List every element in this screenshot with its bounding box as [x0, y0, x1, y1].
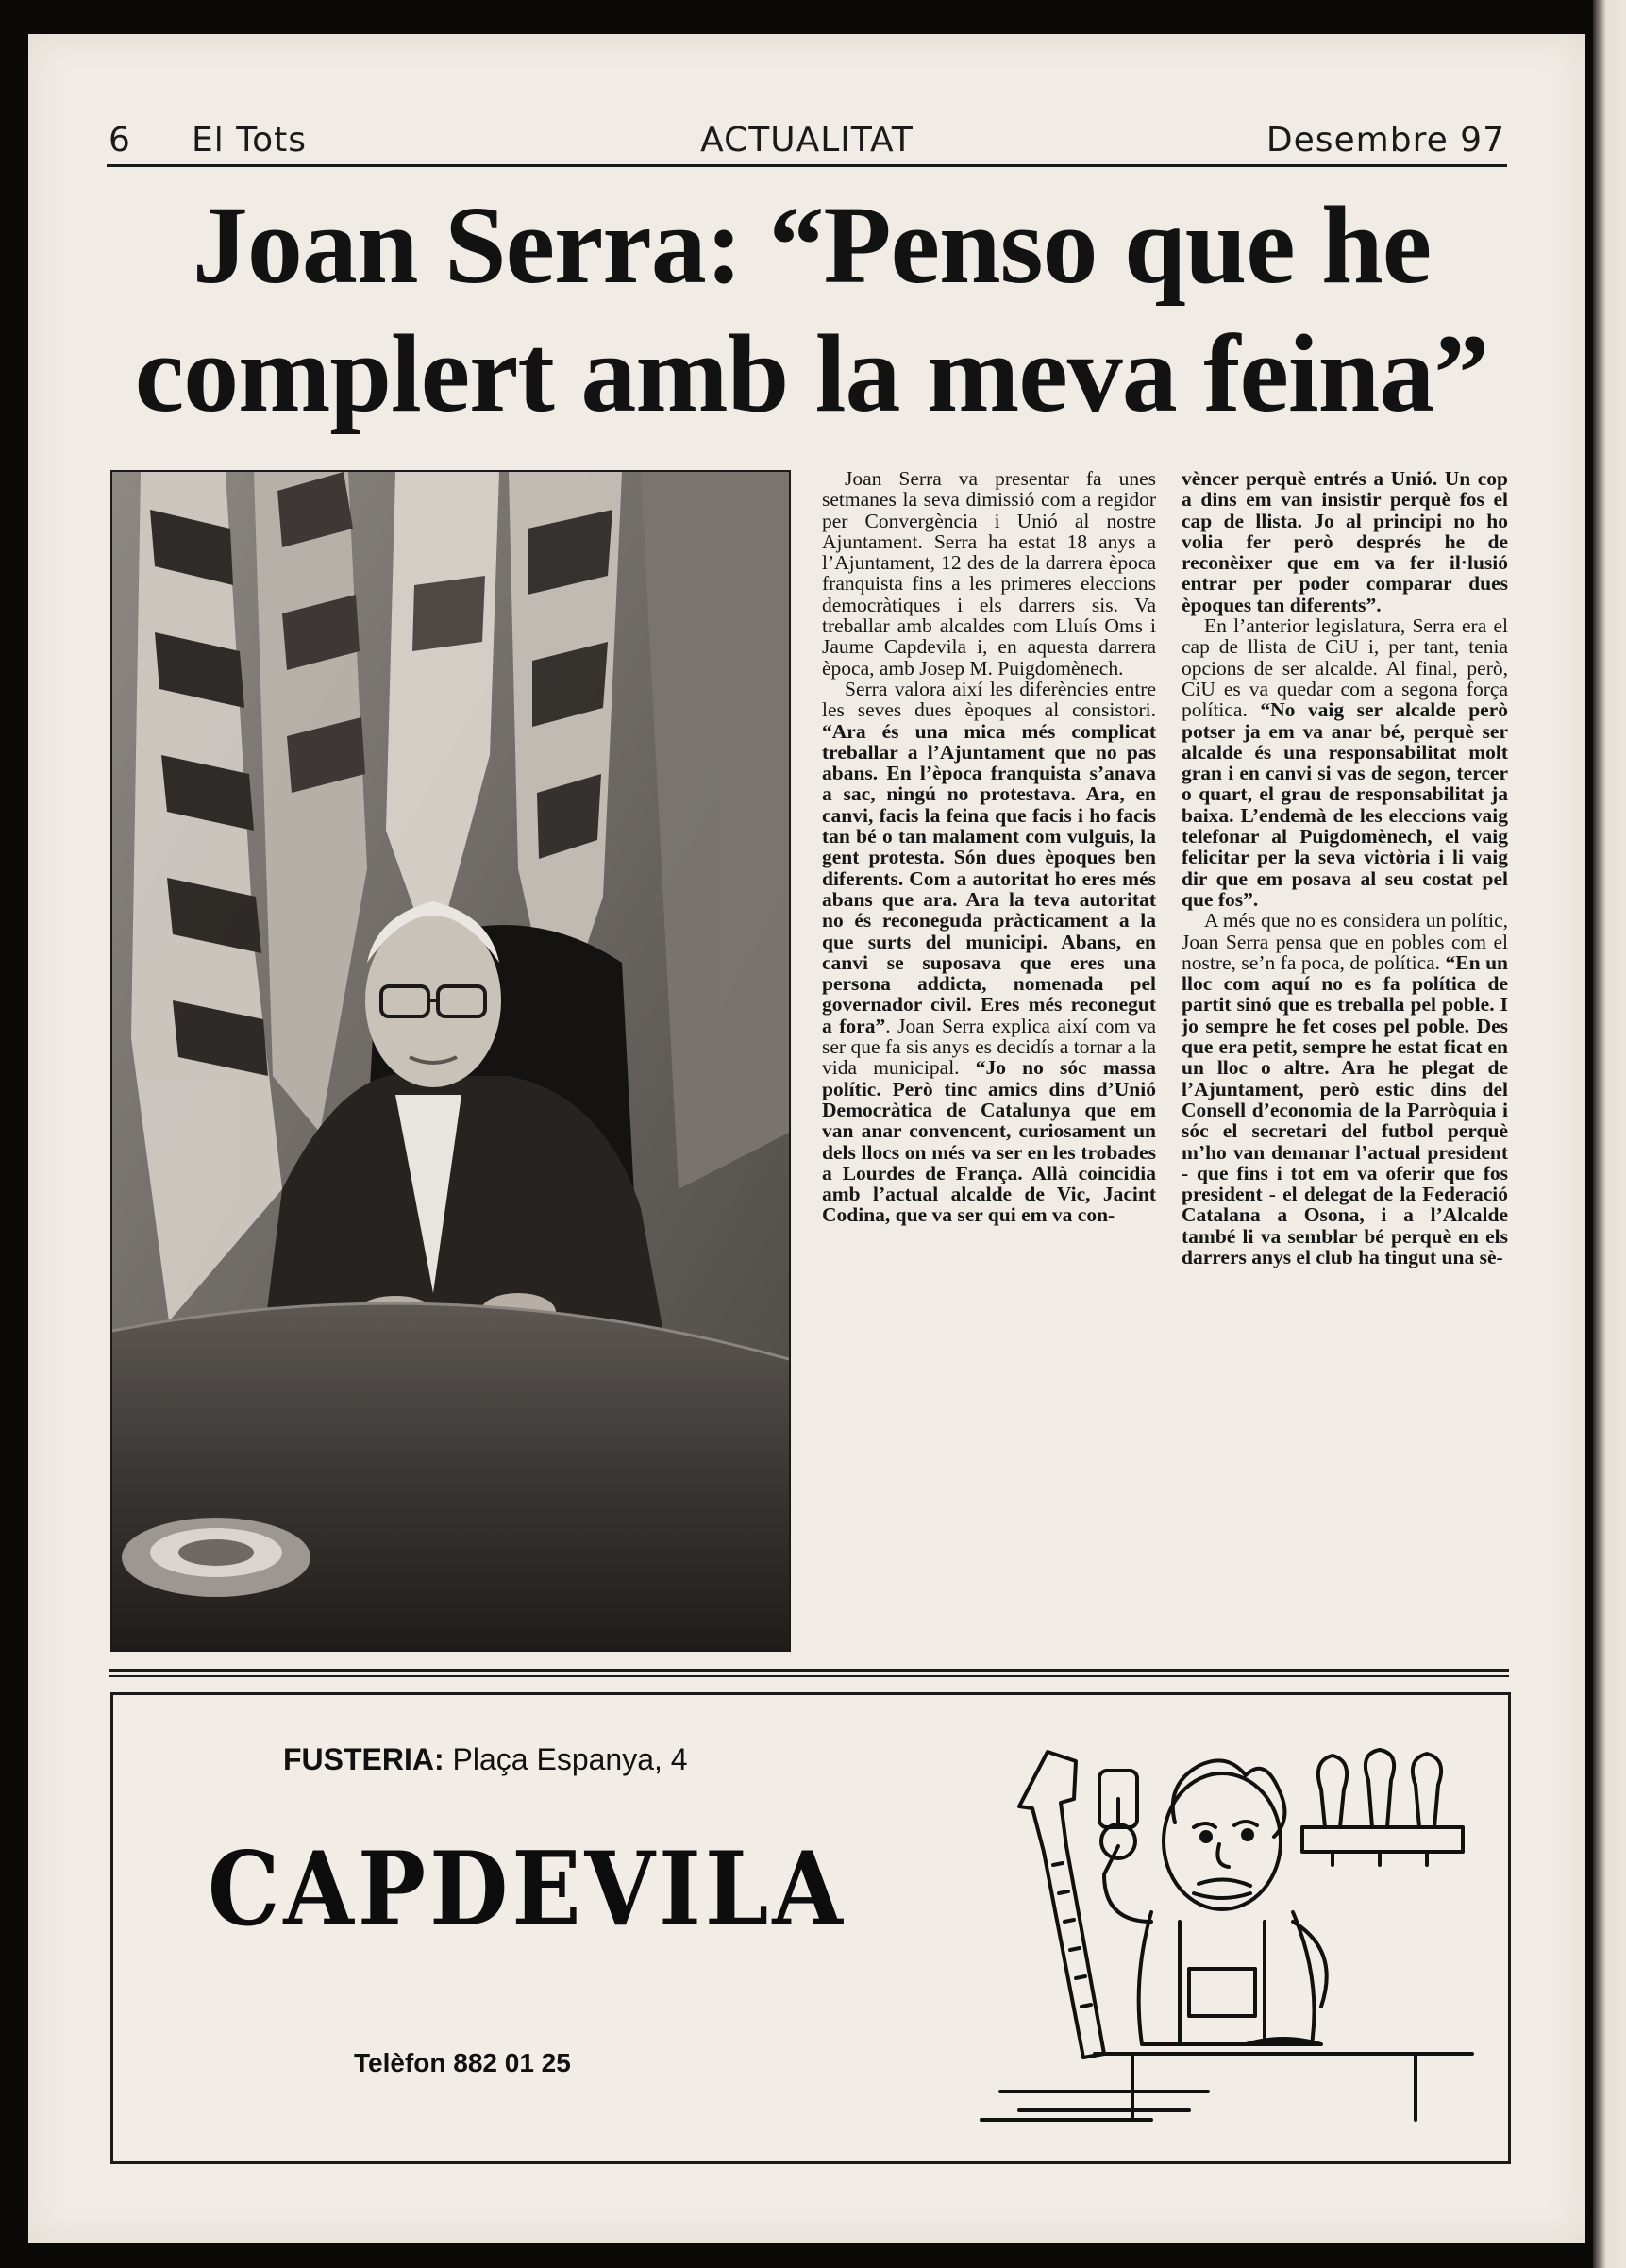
ad-brand-name: CAPDEVILA: [208, 1829, 847, 1949]
advertisement-divider: [109, 1669, 1509, 1672]
quote-text: “Ara és una mica més complicat treballar a l’Ajuntament que no pas abans. En l’època franquista s’anava a sac, ningú no protestava. Ara, en canvi, facis la feina que facis i ho facis tan bé o tan malament com vulguis, la gent protesta. Són dues èpoques ben diferents. Com a autoritat ho eres més abans que ara. Ara la teva autoritat no és reconeguda pràcticament a la que surts del municipi. Abans, en canvi se suposava que eres una persona addicta, nomenada pel governador civil. Eres més reconegut a fora”: [822, 719, 1156, 1037]
paragraph-text: A més que no es considera un polític, Joan Serra pensa que en pobles com el nostre, se’n fa poca, de política.: [1182, 909, 1508, 974]
ad-address-text: Plaça Espanya, 4: [452, 1742, 688, 1776]
paragraph-text: En l’anterior legislatura, Serra era el cap de llista de CiU i, per tant, tenia opcions de ser alcalde. Al final, però, CiU es va quedar com a segona força política.: [1182, 614, 1508, 722]
header-rule: [107, 164, 1507, 167]
paragraph-politics: [1182, 910, 1508, 1268]
paragraph-intro: Joan Serra va presentar fa unes setmanes la seva dimissió com a regidor per Convergència i Unió al nostre Ajuntament. Serra ha estat 18 anys a l’Ajuntament, 12 des de la darrera època franquista fins a les primeres eleccions democràtiques i els darrers sis. Va treballar amb alcaldes com Lluís Oms i Jaume Capdevila i, en aquesta darrera època, amb Josep M. Puigdomènech.: [822, 467, 1156, 680]
ad-address: [283, 1742, 688, 1777]
article-headline: Joan Serra: “Penso que he complert amb la meva feina”: [134, 183, 1489, 435]
quote-text: vèncer perquè entrés a Unió. Un cop a dins em van insistir perquè fos el cap de llista. Jo al principi no ho volia fer però després he de reconèixer que em va fer il·lusió entrar per poder comparar dues èpoques tan diferents”.: [1182, 467, 1508, 616]
adjacent-page-edge: [1593, 0, 1626, 2268]
paragraph-quote-1: [822, 679, 1156, 1226]
article-photo: [110, 470, 791, 1652]
advertisement-divider: [109, 1675, 1509, 1677]
ad-trade: FUSTERIA:: [283, 1742, 444, 1776]
quote-text: “No vaig ser alcalde però potser ja em va anar bé, perquè ser alcalde és una responsabilitat molt gran i en canvi si vas de segon, tercer o quart, el grau de responsabilitat ja baixa. L’endemà de les eleccions vaig telefonar al Puigdomènech, el vaig felicitar per la seva victòria i li vaig dir que em posava al seu costat pel que fos”.: [1182, 698, 1508, 911]
article-column-1: [822, 468, 1156, 1226]
paragraph-legislature: [1182, 615, 1508, 910]
page-header: [109, 113, 1505, 162]
publication-name: El Tots: [192, 121, 307, 160]
paragraph-text: Serra valora així les diferències entre les seves dues èpoques al consistori.: [822, 677, 1156, 722]
paragraph-text: . Joan Serra explica així com va ser que fa sis anys es decidís a tornar a la vida municipal.: [822, 1014, 1157, 1080]
quote-text: “Jo no sóc massa polític. Però tinc amics dins d’Unió Democràtica de Catalunya que em van anar convencent, curiosament un dels llocs on més va ser en les trobades a Lourdes de França. Allà coincidia amb l’actual alcalde de Vic, Jacint Codina, que va ser qui em va con-: [822, 1056, 1156, 1227]
section-name: ACTUALITAT: [700, 121, 914, 160]
issue-date: Desembre 97: [1266, 121, 1505, 160]
paragraph-continued: [1182, 468, 1508, 615]
page-number: 6: [109, 121, 130, 160]
quote-text: “En un lloc com aquí no es fa política de partit sinó que es treballa pel poble. I jo sempre he fet coses pel poble. Des que era petit, sempre he estat ficat en un lloc o altre. Ara he plegat de l’Ajuntament, però estic dins del Consell d’economia de la Parròquia i sóc el secretari del futbol perquè m’ho van demanar l’actual president - que fins i tot em va oferir que fos president - el delegat de la Federació Catalana a Osona, i a l’Alcalde també li va semblar bé perquè en els darrers anys el club ha tingut una sè-: [1182, 950, 1509, 1268]
portrait-photo-illustration: [112, 472, 789, 1650]
ad-phone: Telèfon 882 01 25: [354, 2048, 571, 2077]
carpenter-cartoon-illustration: [963, 1733, 1491, 2129]
advertisement-box: [110, 1692, 1511, 2164]
article-column-2: [1182, 468, 1508, 1268]
